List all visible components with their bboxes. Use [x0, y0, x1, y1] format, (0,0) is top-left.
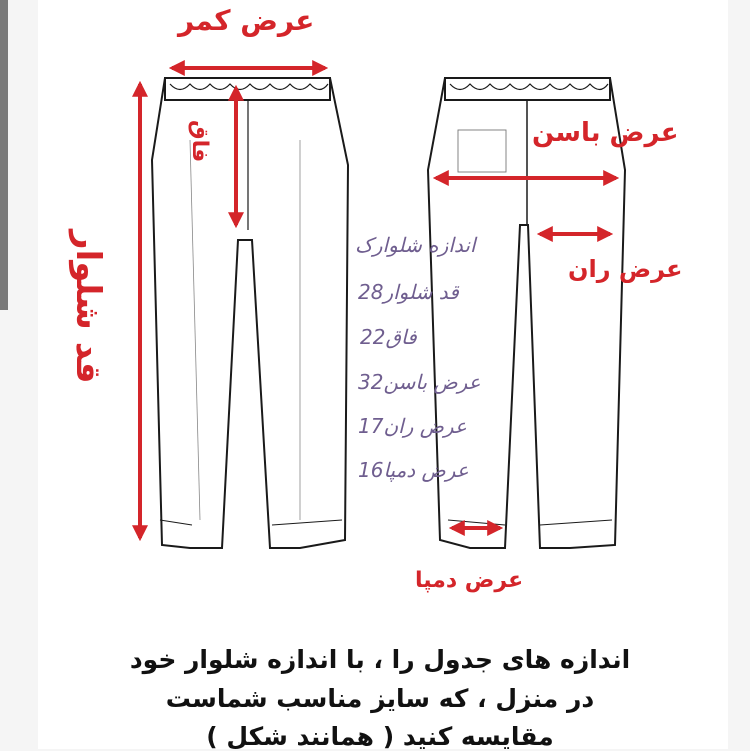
spec-thigh: عرض ران17: [358, 414, 467, 438]
spec-length: قد شلوار28: [358, 280, 459, 304]
thigh-width-label: عرض ران: [568, 255, 683, 283]
pants-length-label: قد شلوار: [68, 230, 108, 384]
spec-hip: عرض باسن32: [358, 370, 481, 394]
instruction-line-1: اندازه های جدول را ، با اندازه شلوار خود: [129, 645, 631, 674]
spec-rise: فاق22: [360, 325, 417, 349]
rise-label: فاق: [187, 120, 212, 163]
waist-width-label: عرض کمر: [178, 4, 315, 37]
instruction-line-3: مقایسه کنید ( همانند شکل ): [206, 722, 554, 751]
spec-title: اندازه شلوارک: [355, 233, 476, 257]
spec-hem: عرض دمپا16: [358, 458, 469, 482]
hip-width-label: عرض باسن: [532, 118, 679, 148]
instruction-line-2: در منزل ، که سایز مناسب شماست: [165, 684, 595, 713]
front-pants-drawing: [152, 78, 348, 548]
hem-width-label: عرض دمپا: [415, 568, 524, 593]
